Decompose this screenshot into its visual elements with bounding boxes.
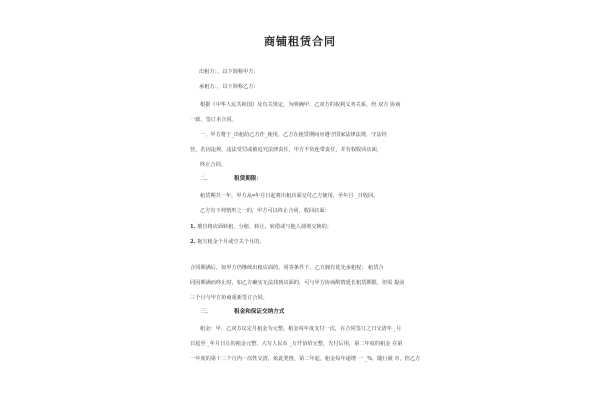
list-item — [190, 224, 332, 230]
list-number: 1. — [190, 224, 196, 230]
renewal-line: 同因期满而终止时，如乙方确实无法找到店面的，可与甲方协商酌情延长租赁期限，但需 提前 — [190, 280, 405, 286]
clause-1-line: 营，若因违规、违法受罚或被追究法律责任，甲方不负连带责任，并有权收回店面， — [190, 147, 382, 153]
section-title: 租赁期限： — [234, 176, 262, 182]
term-line: 乙方有下列情形之一的，甲方可以终止合同，收回店面： — [200, 208, 330, 214]
list-text: 擅自将店面转租、分租、转让、转借或与他人调剂交换的； — [197, 224, 332, 230]
list-text: 拖欠租金个月或空关个月的。 — [197, 239, 265, 245]
rent-line: 租金：甲、乙双方议定月租金为元整，租金每年度支付一次，在合同签订之日交清年 _月 — [200, 326, 402, 332]
preamble-line: 根据《中华人民共和国》及有关规定，为明确甲、乙双方的权利义务关系，经 双方 协商 — [200, 102, 401, 108]
rent-line: 一年度的第十二个月内一次性交清，依此类推，第二年起，租金每年递增 一 _%，随行就 市，但乙方 — [190, 356, 421, 362]
section-number: 三、 — [200, 309, 212, 315]
lessee-line: 承租方：，以下简称乙方： — [199, 84, 259, 90]
renewal-line: 合同期满后，如甲方仍继续出租店面的，同等条件下，乙方拥有优先承租权； 租赁合 — [190, 265, 384, 271]
section-3-heading — [200, 309, 284, 316]
clause-1-line: 一、甲方将于_出租给乙方作_使用，乙方在租赁期间应遵守国家法律法规，守法经 — [200, 132, 387, 138]
term-line: 租赁期共一年，甲方从━年月日起将出租店面交付乙方使用，至年月 _日收回。 — [200, 193, 379, 199]
preamble-line: 一致，签订本合同。 — [190, 117, 237, 123]
lessor-line: 出租方：，以下简称甲方： — [199, 69, 259, 75]
list-number: 2. — [190, 239, 196, 245]
renewal-line: 三个月与甲方协商重新签订合同。 — [190, 295, 268, 301]
page-title: 商铺租赁合同 — [264, 35, 336, 48]
clause-1-line: 终止合同。 — [200, 162, 226, 168]
section-2-heading — [200, 176, 262, 183]
rent-line: 日起至 _年月日止的租金元整，大写人民币 _万仟佰拾元整，先付后用，第二年度的租金 在第 — [190, 341, 403, 347]
list-item — [190, 239, 265, 245]
section-number: 二、 — [200, 176, 212, 182]
section-title: 租金和保证交纳方式 — [234, 309, 285, 315]
